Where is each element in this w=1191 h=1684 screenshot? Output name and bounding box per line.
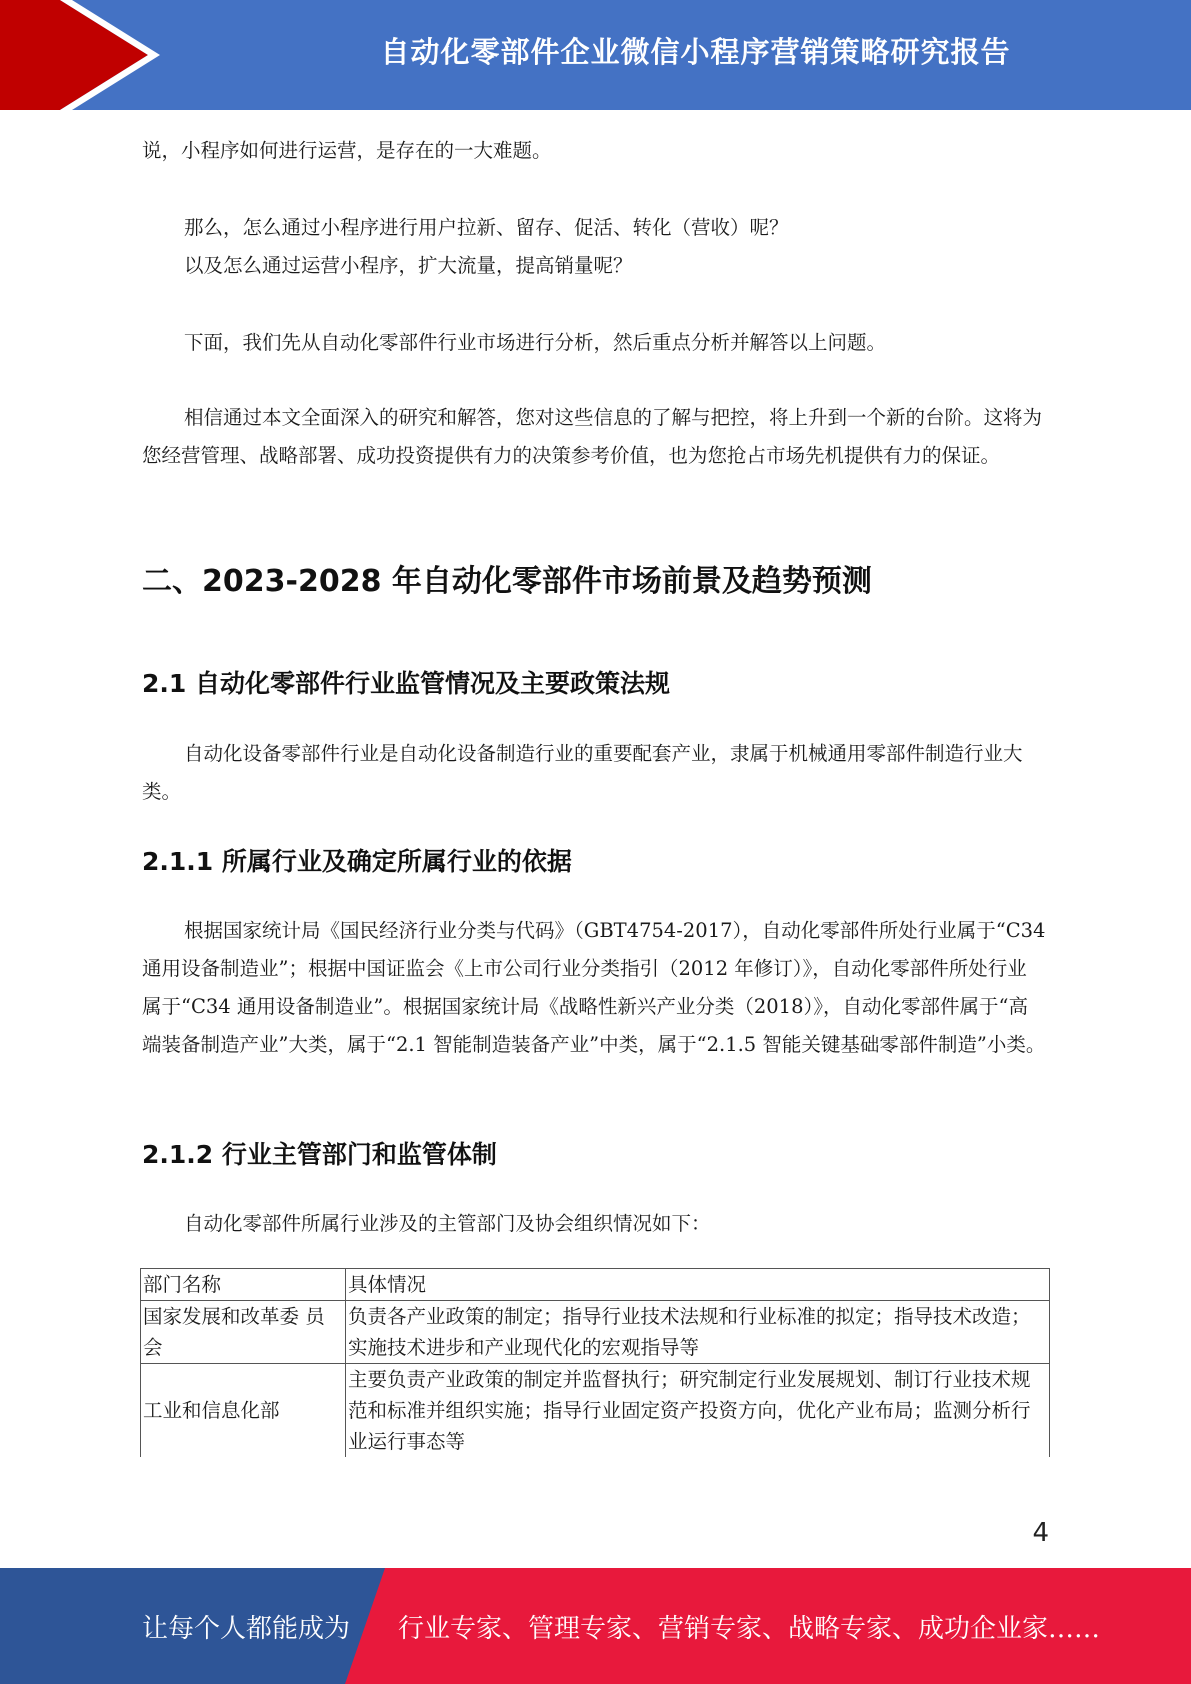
paragraph-analysis-plan: 下面，我们先从自动化零部件行业市场进行分析，然后重点分析并解答以上问题。 — [184, 331, 887, 354]
table-cell-details: 主要负责产业政策的制定并监督执行；研究制定行业发展规划、制订行业技术规范和标准并组织实施；指导行业固定资产投资方向，优化产业布局；监测分析行业运行事态等 — [346, 1364, 1050, 1458]
table-cell-department: 国家发展和改革委 员会 — [141, 1301, 346, 1364]
table-cell-details: 负责各产业政策的制定；指导行业技术法规和行业标准的拟定；指导技术改造；实施技术进步和产业现代化的宏观指导等 — [346, 1301, 1050, 1364]
paragraph-question-1: 那么，怎么通过小程序进行用户拉新、留存、促活、转化（营收）呢？ — [184, 216, 789, 239]
paragraph-intro-end: 说，小程序如何进行运营，是存在的一大难题。 — [142, 139, 552, 162]
paragraph-industry-category: 自动化设备零部件行业是自动化设备制造行业的重要配套产业，隶属于机械通用零部件制造行业大类。 — [142, 742, 1023, 803]
table-row — [141, 1364, 1050, 1458]
page-number: 4 — [1032, 1518, 1049, 1548]
page-header — [0, 0, 1191, 110]
page-footer — [0, 1568, 1191, 1684]
paragraph-classification-basis: 根据国家统计局《国民经济行业分类与代码》（GBT4754-2017），自动化零部件所处行业属于“C34 通用设备制造业”；根据中国证监会《上市公司行业分类指引（2012 年修订）》，自动化零部件所处行业属于“C34 通用设备制造业”。根据国家统计局《战略性新兴产业分类（2018）》，自动化零部件属于“高端装备制造产业”大类，属于“2.1 智能制造装备产业”中类，属于“2.1.5 智能关键基础零部件制造”小类。 — [142, 919, 1046, 1056]
footer-slogan-right: 行业专家、管理专家、营销专家、战略专家、成功企业家…… — [398, 1613, 1101, 1644]
section-heading: 二、2023-2028 年自动化零部件市场前景及趋势预测 — [142, 564, 872, 599]
table-header-cell: 部门名称 — [141, 1269, 346, 1301]
table-header-row — [141, 1269, 1050, 1301]
table-row — [141, 1301, 1050, 1364]
subsection-heading-2-1-2: 2.1.2 行业主管部门和监管体制 — [142, 1140, 497, 1169]
header-title: 自动化零部件企业微信小程序营销策略研究报告 — [380, 34, 1011, 69]
paragraph-value: 相信通过本文全面深入的研究和解答，您对这些信息的了解与把控，将上升到一个新的台阶。这将为您经营管理、战略部署、成功投资提供有力的决策参考价值，也为您抢占市场先机提供有力的保证。 — [142, 406, 1043, 467]
footer-slogan-left: 让每个人都能成为 — [142, 1613, 351, 1644]
subsection-heading-2-1: 2.1 自动化零部件行业监管情况及主要政策法规 — [142, 669, 670, 698]
paragraph-question-2: 以及怎么通过运营小程序，扩大流量，提高销量呢？ — [184, 254, 633, 277]
subsection-heading-2-1-1: 2.1.1 所属行业及确定所属行业的依据 — [142, 847, 572, 876]
table-header-cell: 具体情况 — [346, 1269, 1050, 1301]
table-cell-department: 工业和信息化部 — [141, 1364, 346, 1458]
authorities-table — [140, 1268, 1050, 1457]
paragraph-authorities-intro: 自动化零部件所属行业涉及的主管部门及协会组织情况如下： — [184, 1212, 711, 1235]
